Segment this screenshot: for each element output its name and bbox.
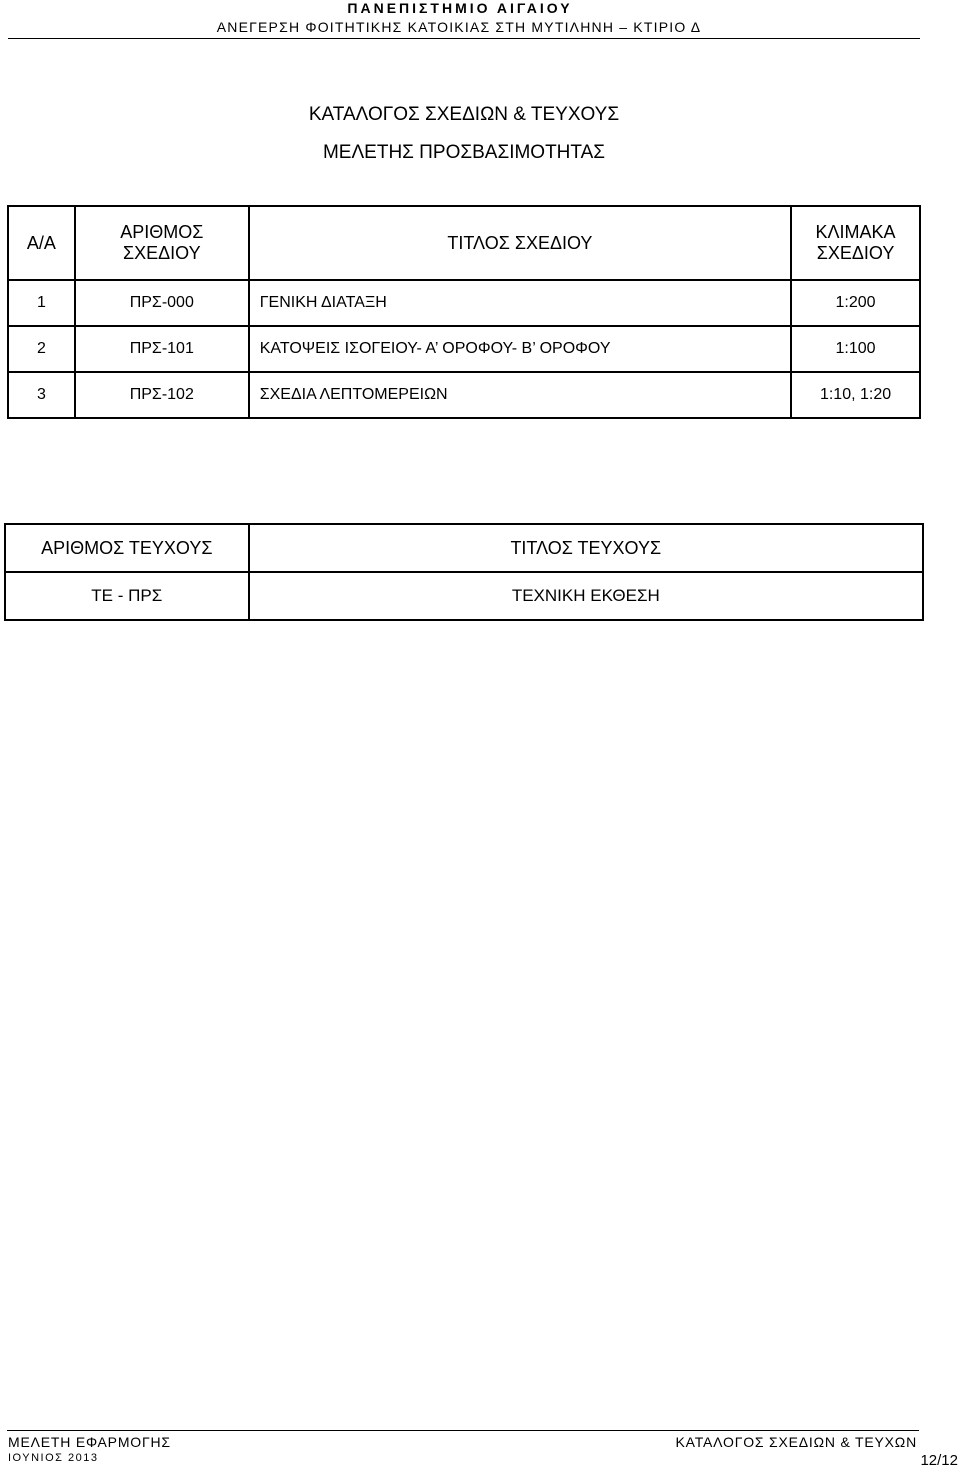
header-project: ΑΝΕΓΕΡΣΗ ΦΟΙΤΗΤΙΚΗΣ ΚΑΤΟΙΚΙΑΣ ΣΤΗ ΜΥΤΙΛΗΝΗ – ΚΤΙΡΙΟ Δ xyxy=(216,19,702,35)
header-divider xyxy=(8,38,920,39)
footer-document-name: ΚΑΤΑΛΟΓΟΣ ΣΧΕΔΙΩΝ & ΤΕΥΧΩΝ xyxy=(675,1434,917,1450)
document-title: ΚΑΤΑΛΟΓΟΣ ΣΧΕΔΙΩΝ & ΤΕΥΧΟΥΣ xyxy=(308,104,620,125)
footer-study-type: ΜΕΛΕΤΗ ΕΦΑΡΜΟΓΗΣ xyxy=(8,1434,171,1450)
document-subtitle: ΜΕΛΕΤΗΣ ΠΡΟΣΒΑΣΙΜΟΤΗΤΑΣ xyxy=(322,142,606,163)
drawings-table xyxy=(7,205,921,419)
drawings-header-row xyxy=(8,206,920,280)
table-row xyxy=(8,280,920,326)
cell-aa: 1 xyxy=(8,280,75,326)
cell-issue-number: ΤΕ - ΠΡΣ xyxy=(5,572,249,620)
page-number: 12/12 xyxy=(920,1452,958,1469)
cell-drawing-title: ΓΕΝΙΚΗ ΔΙΑΤΑΞΗ xyxy=(249,280,791,326)
cell-drawing-title: ΚΑΤΟΨΕΙΣ ΙΣΟΓΕΙΟΥ- Α’ ΟΡΟΦΟΥ- Β’ ΟΡΟΦΟΥ xyxy=(249,326,791,372)
cell-drawing-number: ΠΡΣ-000 xyxy=(75,280,249,326)
cell-drawing-number: ΠΡΣ-101 xyxy=(75,326,249,372)
header-drawing-scale-line2: ΣΧΕΔΙΟΥ xyxy=(816,243,895,263)
footer-date: ΙΟΥΝΙΟΣ 2013 xyxy=(8,1452,99,1464)
table-row xyxy=(8,372,920,418)
header-issue-number: ΑΡΙΘΜΟΣ ΤΕΥΧΟΥΣ xyxy=(5,524,249,572)
issues-table xyxy=(4,523,924,621)
cell-issue-title: ΤΕΧΝΙΚΗ ΕΚΘΕΣΗ xyxy=(249,572,923,620)
cell-drawing-scale: 1:100 xyxy=(791,326,920,372)
header-drawing-number-line1: ΑΡΙΘΜΟΣ xyxy=(120,222,204,242)
header-drawing-number-line2: ΣΧΕΔΙΟΥ xyxy=(122,243,201,263)
cell-aa: 3 xyxy=(8,372,75,418)
cell-drawing-number: ΠΡΣ-102 xyxy=(75,372,249,418)
header-drawing-title: ΤΙΤΛΟΣ ΣΧΕΔΙΟΥ xyxy=(249,206,791,280)
issues-header-row xyxy=(5,524,923,572)
header-organization: ΠΑΝΕΠΙΣΤΗΜΙΟ ΑΙΓΑΙΟΥ xyxy=(347,0,573,16)
header-drawing-scale xyxy=(791,206,920,280)
header-drawing-number xyxy=(75,206,249,280)
header-aa: Α/Α xyxy=(8,206,75,280)
cell-drawing-scale: 1:10, 1:20 xyxy=(791,372,920,418)
header-issue-title: ΤΙΤΛΟΣ ΤΕΥΧΟΥΣ xyxy=(249,524,923,572)
cell-drawing-scale: 1:200 xyxy=(791,280,920,326)
header-drawing-scale-line1: ΚΛΙΜΑΚΑ xyxy=(815,222,896,242)
cell-aa: 2 xyxy=(8,326,75,372)
table-row xyxy=(8,326,920,372)
footer-divider xyxy=(7,1430,919,1431)
table-row xyxy=(5,572,923,620)
cell-drawing-title: ΣΧΕΔΙΑ ΛΕΠΤΟΜΕΡΕΙΩΝ xyxy=(249,372,791,418)
